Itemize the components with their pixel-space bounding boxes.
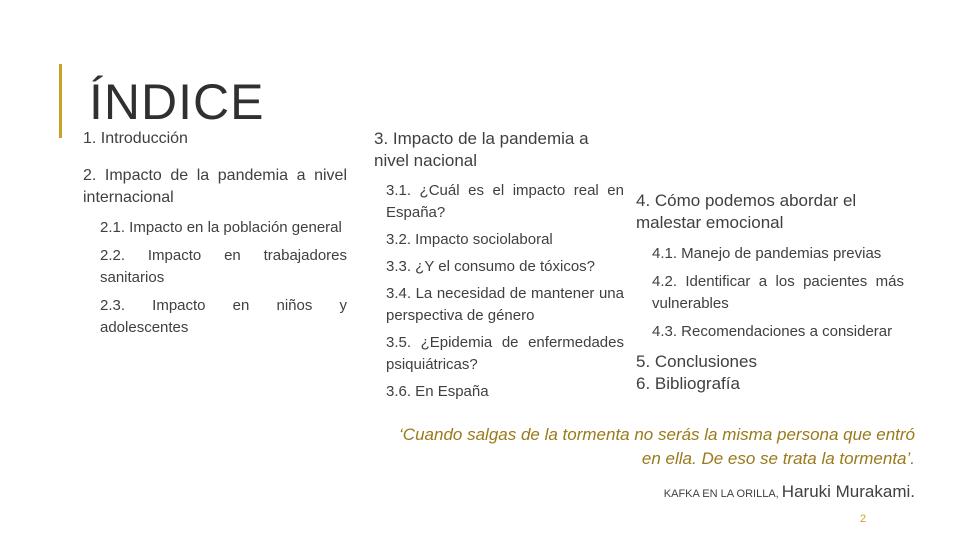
index-subitem-3-6[interactable]: 3.6. En España <box>386 383 489 400</box>
index-column-2 <box>374 128 624 403</box>
index-subitem-4-2[interactable]: 4.2. Identificar a los pacientes más vulnerables <box>652 273 904 312</box>
index-subitem-3-3[interactable]: 3.3. ¿Y el consumo de tóxicos? <box>386 258 596 275</box>
index-subitem-2-2[interactable]: 2.2. Impacto en trabajadores sanitarios <box>100 247 347 286</box>
index-subitem-3-4[interactable]: 3.4. La necesidad de mantener una perspectiva de género <box>386 285 624 324</box>
quote-attribution <box>664 482 915 502</box>
index-item-bibliografia[interactable]: 6. Bibliografía <box>636 374 740 393</box>
index-subitem-3-2[interactable]: 3.2. Impacto sociolaboral <box>386 231 553 248</box>
index-column-3 <box>636 190 904 395</box>
page-title: ÍNDICE <box>89 74 265 130</box>
index-column-1 <box>83 128 347 345</box>
index-item-impacto-internacional[interactable]: 2. Impacto de la pandemia a nivel internacional <box>83 167 347 206</box>
index-item-introduccion[interactable]: 1. Introducción <box>83 130 188 147</box>
index-subitem-4-1[interactable]: 4.1. Manejo de pandemias previas <box>652 245 882 262</box>
index-subitem-2-1[interactable]: 2.1. Impacto en la población general <box>100 219 342 236</box>
index-item-impacto-nacional[interactable]: 3. Impacto de la pandemia a nivel nacional <box>374 129 589 170</box>
index-subitem-4-3[interactable]: 4.3. Recomendaciones a considerar <box>652 323 893 340</box>
accent-bar <box>59 64 62 138</box>
index-subitem-2-3[interactable]: 2.3. Impacto en niños y adolescentes <box>100 297 347 336</box>
quote-author: Haruki Murakami. <box>781 482 915 501</box>
page-number: 2 <box>860 513 867 525</box>
index-subitem-3-5[interactable]: 3.5. ¿Epidemia de enfermedades psiquiátricas? <box>386 334 624 373</box>
quote-text: ‘Cuando salgas de la tormenta no serás la misma persona que entró en ella. De eso se trata la tormenta’. <box>399 425 915 468</box>
index-item-abordar-malestar[interactable]: 4. Cómo podemos abordar el malestar emocional <box>636 191 857 232</box>
index-subitem-3-1[interactable]: 3.1. ¿Cuál es el impacto real en España? <box>386 182 624 221</box>
quote-book: KAFKA EN LA ORILLA, <box>663 488 779 500</box>
index-item-conclusiones[interactable]: 5. Conclusiones <box>636 352 757 371</box>
